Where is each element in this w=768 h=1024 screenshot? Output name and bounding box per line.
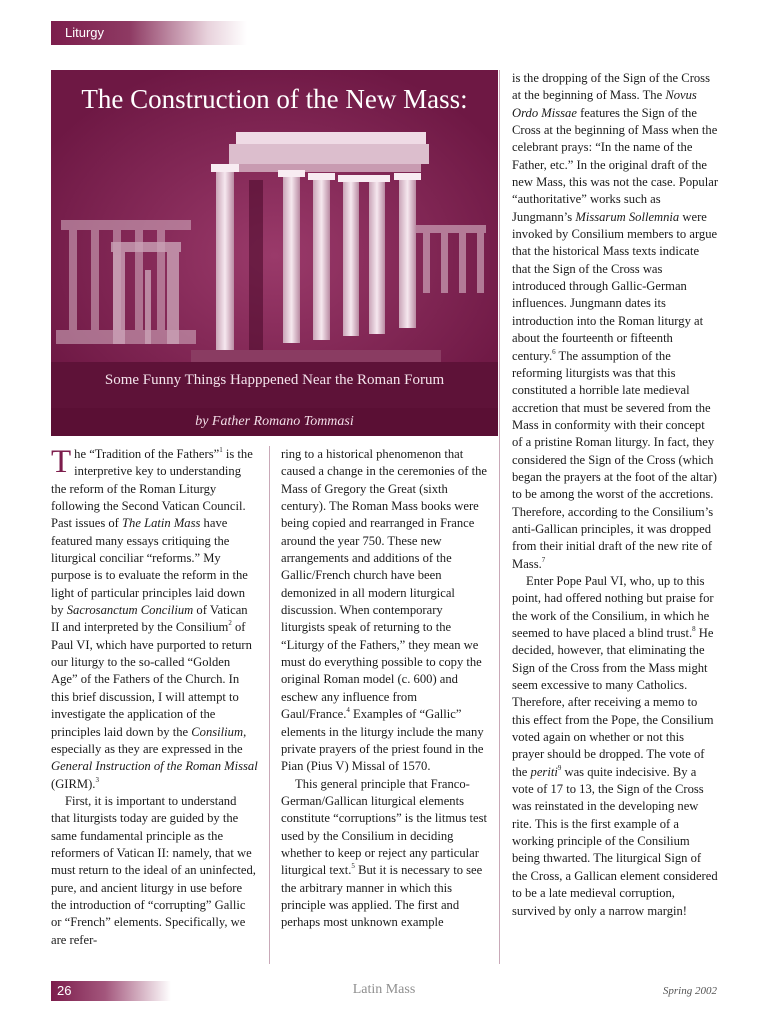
footnote-marker: 1 (219, 446, 223, 454)
article-title: The Construction of the New Mass: (81, 84, 468, 114)
hero-banner (51, 70, 498, 436)
text-run: features the Sign of the Cross at the beginning of Mass when the celebrant prays: “In the name of the Father, etc.” In the original draft of the new Mass, this was not the case. Popular “authoritative” works such as Jungmann’s (512, 105, 719, 224)
footnote-marker: 8 (692, 625, 696, 633)
italic-text: Consilium (191, 724, 244, 739)
italic-text: Missarum Sollemnia (575, 209, 680, 224)
text-run: have featured many essays critiquing the liturgical conciliar “reforms.” My purpose is to evaluate the reform in the light of particular principles laid down by (51, 516, 248, 618)
text-run: , especially as they are expressed in the (51, 724, 247, 756)
footnote-marker: 5 (351, 862, 355, 871)
paragraph (51, 446, 258, 793)
text-run: Enter Pope Paul VI, who, up to this point, had offered nothing but praise for the work of the Consilium, in which he seemed to have placed a blind trust. (512, 573, 714, 640)
paragraph (281, 776, 488, 932)
article-column-1 (51, 446, 258, 949)
article-subtitle: Some Funny Things Happpened Near the Roman Forum (104, 372, 445, 388)
footnote-marker: 3 (95, 775, 99, 784)
text-run: is the interpretive key to understanding the reform of the Roman Liturgy following the Second Vatican Council. Past issues of (51, 447, 253, 531)
text-run: was quite indecisive. By a vote of 17 to 13, the Sign of the Cross was reinstated in the developing new rite. This is the first example of a working principle of the Consilium being thwarted. The liturgical Sign of the Cross, a Gallican element considered to be a late medieval corruption, survived by only a narrow margin! (512, 764, 718, 918)
text-run: The assumption of the reforming liturgists was that this constituted a horrible late medieval accretion that must be severed from the Mass in conformity with their concept of a pristine Roman liturgy. In fact, they considered the Sign of the Cross (which began the prayers at the foot of the altar) to be among the worst of the accretions. Therefore, according to the Consilium’s anti-Gallican principles, it was dropped from their initial draft of the new rite of Mass. (512, 348, 717, 571)
text-run: ring to a historical phenomenon that caused a change in the ceremonies of the Mass of Gregory the Great (sixth century). The Roman Mass books were being copied and rearranged in France around the year 750. These new arrangements and additions of the Gallic/French church have been demonized in all modern liturgical discussion. When contemporary liturgists speak of returning to the “Liturgy of the Fathers,” they mean we must do everything possible to copy the original Roman model (c. 600) and eschew any influence from Gaul/France. (281, 447, 487, 722)
magazine-name: Latin Mass (352, 982, 416, 997)
text-run: Examples of “Gallic” elements in the liturgy include the many private prayers of the priest found in the Pian (Pius V) Missal of 1570. (281, 707, 484, 774)
temple-columns-image (51, 70, 498, 408)
italic-text: Novus Ordo Missae (512, 88, 697, 120)
text-run: is the dropping of the Sign of the Cross at the beginning of Mass. The (512, 71, 710, 103)
text-run: First, it is important to understand that liturgists today are guided by the same fundamental principle as the reformers of Vatican II: namely, that we must return to the ideal of an uninfected, pure, and ancient liturgy in use before the introduction of “corrupting” Gallic or “French” elements. Specifically, we are refer- (51, 793, 256, 947)
column-rule (269, 446, 270, 964)
footnote-marker: 2 (228, 619, 232, 628)
paragraph (512, 70, 718, 573)
section-tab (51, 21, 247, 45)
italic-text: periti (530, 764, 558, 779)
drop-cap: T (51, 444, 72, 480)
text-run: But it is necessary to see the arbitrary manner in which this principle was applied. The first and perhaps most unknown example (281, 863, 483, 930)
paragraph (281, 446, 488, 776)
article-column-2 (281, 446, 488, 932)
column-rule (499, 70, 500, 964)
footnote-marker: 7 (541, 555, 546, 564)
italic-text: Sacrosanctum Concilium (66, 603, 194, 618)
text-run: of Vatican II and interpreted by the Consilium (51, 603, 248, 635)
page-number: 26 (57, 983, 72, 998)
footnote-marker: 9 (557, 763, 562, 772)
issue-date: Spring 2002 (662, 985, 717, 997)
text-run: of Paul VI, which have purported to return our liturgy to the so-called “Golden Age” of the Fathers of the Church. In this brief discussion, I will attempt to investigate the application of the principles laid down by the (51, 620, 252, 739)
footnote-marker: 6 (552, 347, 556, 356)
text-run: (GIRM). (51, 776, 96, 791)
section-label: Liturgy (65, 25, 105, 40)
text-run: he “Tradition of the Fathers” (74, 447, 220, 461)
paragraph (512, 573, 718, 920)
italic-text: General Instruction of the Roman Missal (51, 759, 258, 774)
text-run: were invoked by Consilium members to argue that the historical Mass texts indicate that the Sign of the Cross was introduced through Gallic-German influences. Jungmann dates its introduction into the Roman liturgy at about the fourteenth or fifteenth century. (512, 209, 718, 363)
paragraph (51, 793, 258, 949)
article-column-3 (512, 70, 718, 920)
footnote-marker: 4 (346, 706, 350, 715)
byline-band (51, 408, 498, 436)
text-run: This general principle that Franco-German/Gallican liturgical elements constitute “corruptions” is the litmus test used by the Consilium in deciding whether to keep or reject any particular liturgical text. (281, 776, 488, 878)
text-run: He decided, however, that eliminating the Sign of the Cross from the Mass might seem excessive to many Catholics. Therefore, after receiving a memo to this effect from the Pope, the Consilium voted again on whether or not this prayer should be dropped. The vote of the (512, 626, 714, 779)
italic-text: The Latin Mass (122, 516, 201, 531)
byline: by Father Romano Tommasi (195, 414, 354, 429)
